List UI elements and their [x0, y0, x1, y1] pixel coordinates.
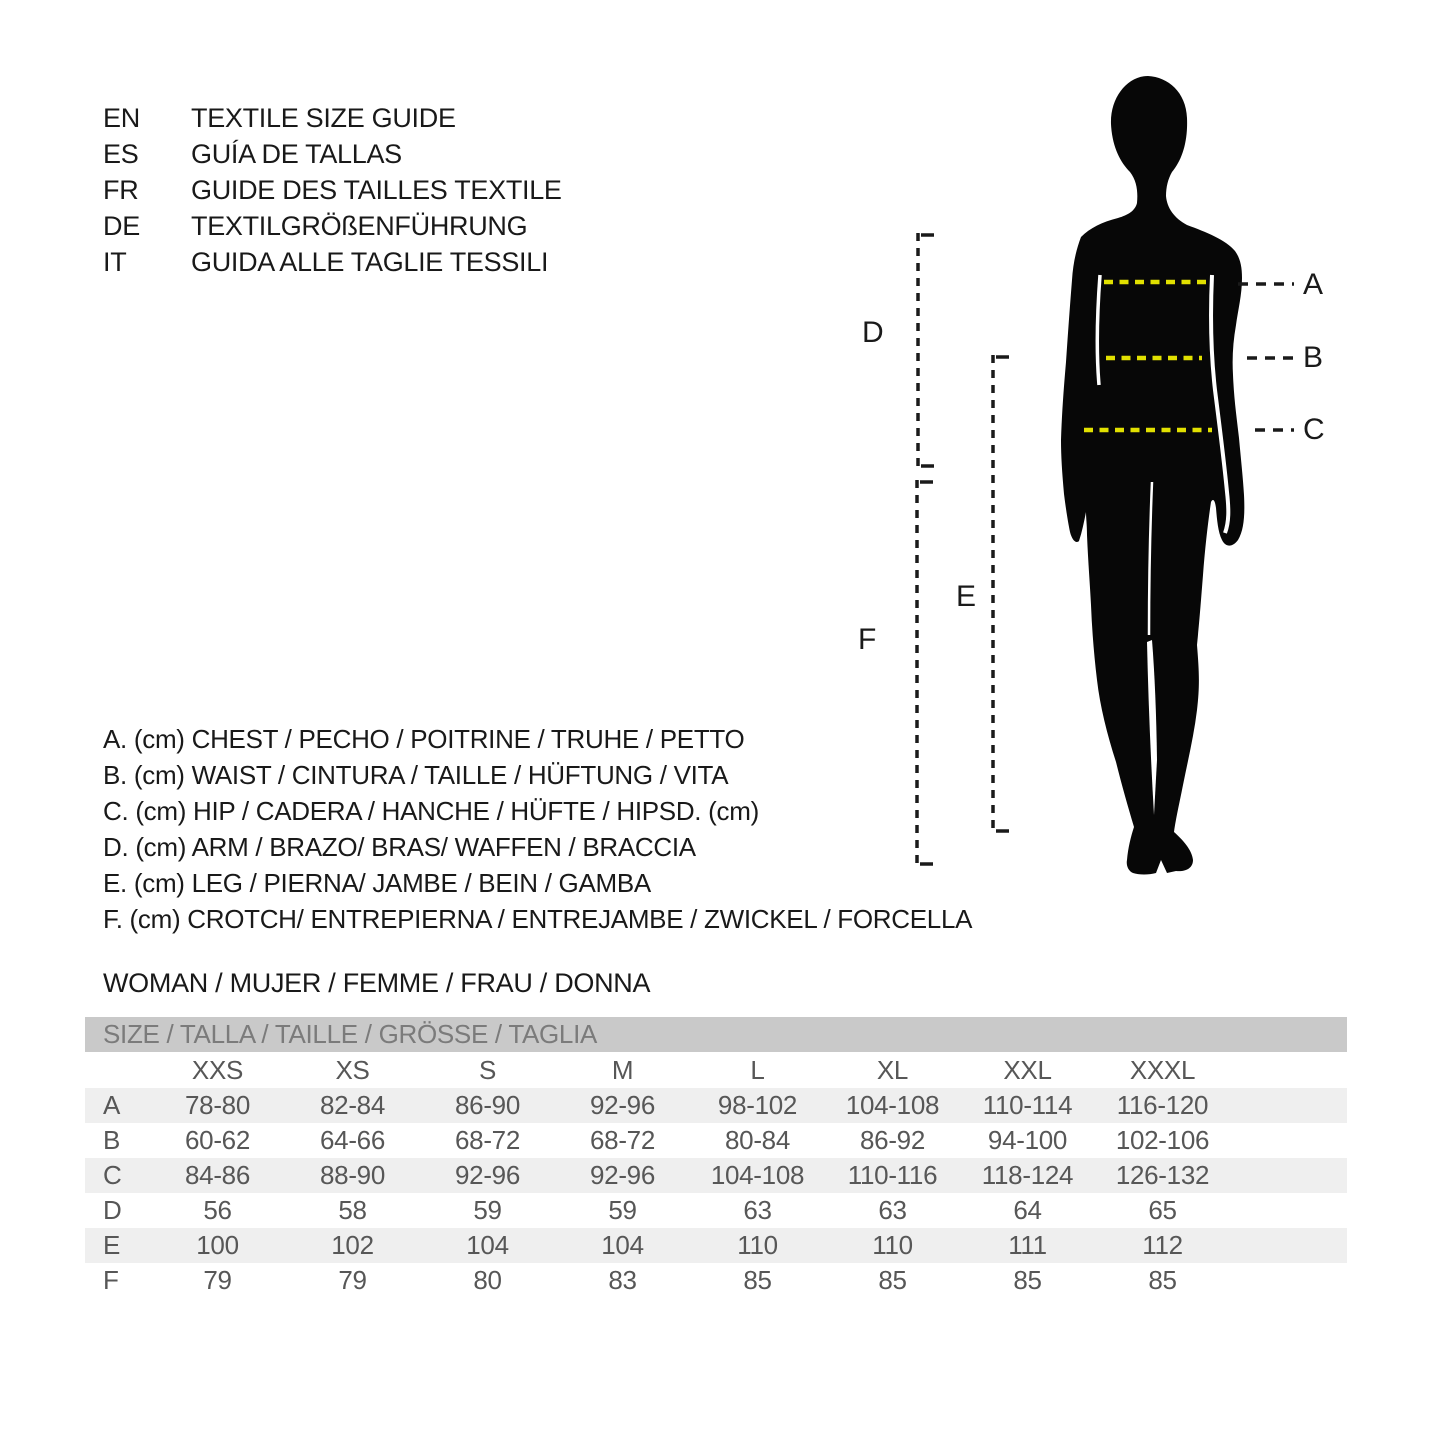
table-cell: 79: [203, 1265, 232, 1295]
language-row: [103, 100, 562, 136]
language-row: [103, 244, 562, 280]
table-cell: 118-124: [981, 1160, 1074, 1190]
table-cell: 84-86: [185, 1160, 250, 1190]
table-cell: 65: [1148, 1195, 1177, 1225]
table-row: [85, 1193, 1347, 1228]
language-title: GUÍA DE TALLAS: [191, 139, 402, 169]
table-cell: 78-80: [185, 1090, 250, 1120]
table-cell: 104: [601, 1230, 644, 1260]
table-cell: 92-96: [590, 1160, 655, 1190]
size-header-row: [85, 1052, 1347, 1088]
language-row: [103, 136, 562, 172]
table-cell: 110-114: [982, 1090, 1073, 1120]
language-code: EN: [103, 103, 140, 133]
table-cell: 104-108: [710, 1160, 805, 1190]
measurement-legend-line: C. (cm) HIP / CADERA / HANCHE / HÜFTE / HIPSD. (cm): [103, 796, 759, 826]
language-code: ES: [103, 139, 139, 169]
table-cell: 83: [608, 1265, 637, 1295]
label-chest: A: [1303, 268, 1324, 301]
table-cell: 111: [1008, 1230, 1047, 1260]
size-table-header: SIZE / TALLA / TAILLE / GRÖSSE / TAGLIA: [85, 1017, 1347, 1052]
table-cell: 63: [878, 1195, 907, 1225]
size-table: [85, 1017, 1347, 1298]
table-cell: 56: [203, 1195, 232, 1225]
measurement-legend: [103, 721, 972, 937]
table-cell: 64-66: [320, 1125, 385, 1155]
table-cell: 98-102: [717, 1090, 798, 1120]
table-row: [85, 1123, 1347, 1158]
table-cell: 85: [1013, 1265, 1042, 1295]
measurement-legend-line: A. (cm) CHEST / PECHO / POITRINE / TRUHE / PETTO: [103, 724, 745, 754]
language-code: IT: [103, 247, 127, 277]
row-label: B: [103, 1125, 121, 1155]
table-cell: 85: [1148, 1265, 1177, 1295]
table-cell: 104: [466, 1230, 509, 1260]
table-cell: 60-62: [185, 1125, 250, 1155]
table-cell: 58: [338, 1195, 367, 1225]
table-cell: 68-72: [590, 1125, 655, 1155]
size-table-body: [85, 1052, 1347, 1298]
table-cell: 85: [743, 1265, 772, 1295]
table-cell: 100: [196, 1230, 239, 1260]
table-cell: 86-90: [455, 1090, 520, 1120]
size-column-label: XS: [335, 1054, 370, 1085]
table-cell: 64: [1013, 1195, 1042, 1225]
language-title: GUIDA ALLE TAGLIE TESSILI: [191, 247, 549, 277]
table-cell: 59: [473, 1195, 502, 1225]
table-cell: 80: [473, 1265, 502, 1295]
table-cell: 104-108: [845, 1090, 940, 1120]
table-cell: 102-106: [1115, 1125, 1210, 1155]
label-crotch: F: [858, 623, 877, 656]
table-cell: 110: [737, 1230, 778, 1260]
language-row: [103, 172, 562, 208]
table-cell: 80-84: [725, 1125, 790, 1155]
label-hip: C: [1303, 413, 1325, 446]
table-row: [85, 1263, 1347, 1298]
label-leg: E: [956, 580, 977, 613]
table-cell: 92-96: [590, 1090, 655, 1120]
row-label: D: [103, 1195, 122, 1225]
table-cell: 110: [872, 1230, 913, 1260]
table-cell: 110-116: [847, 1160, 938, 1190]
measurement-legend-line: E. (cm) LEG / PIERNA/ JAMBE / BEIN / GAMBA: [103, 868, 651, 898]
size-column-label: XL: [876, 1054, 909, 1085]
language-code: FR: [103, 175, 139, 205]
table-cell: 88-90: [320, 1160, 385, 1190]
gender-heading: WOMAN / MUJER / FEMME / FRAU / DONNA: [103, 968, 651, 998]
table-cell: 94-100: [987, 1125, 1068, 1155]
table-cell: 82-84: [320, 1090, 385, 1120]
language-title: TEXTILGRÖßENFÜHRUNG: [191, 211, 528, 241]
size-column-label: XXXL: [1129, 1054, 1196, 1085]
table-row: [85, 1158, 1347, 1193]
table-cell: 68-72: [455, 1125, 520, 1155]
language-code: DE: [103, 211, 140, 241]
measurement-legend-line: F. (cm) CROTCH/ ENTREPIERNA / ENTREJAMBE / ZWICKEL / FORCELLA: [103, 904, 973, 934]
size-column-label: XXS: [191, 1054, 244, 1085]
table-cell: 112: [1142, 1230, 1183, 1260]
row-label: C: [103, 1160, 122, 1190]
measurement-legend-line: D. (cm) ARM / BRAZO/ BRAS/ WAFFEN / BRACCIA: [103, 832, 696, 862]
measurement-legend-line: B. (cm) WAIST / CINTURA / TAILLE / HÜFTUNG / VITA: [103, 760, 729, 790]
table-row: [85, 1088, 1347, 1123]
table-cell: 102: [331, 1230, 374, 1260]
size-column-label: S: [478, 1054, 497, 1085]
row-label: E: [103, 1230, 121, 1260]
table-cell: 92-96: [455, 1160, 520, 1190]
table-row: [85, 1228, 1347, 1263]
table-cell: 59: [608, 1195, 637, 1225]
table-cell: 85: [878, 1265, 907, 1295]
label-arm: D: [862, 316, 884, 349]
size-column-label: L: [750, 1054, 765, 1085]
row-label: A: [103, 1090, 121, 1120]
language-title-block: [103, 100, 562, 280]
label-waist: B: [1303, 341, 1324, 374]
table-cell: 116-120: [1116, 1090, 1209, 1120]
language-title: TEXTILE SIZE GUIDE: [191, 103, 456, 133]
table-cell: 63: [743, 1195, 772, 1225]
table-cell: 126-132: [1115, 1160, 1210, 1190]
language-row: [103, 208, 562, 244]
table-cell: 79: [338, 1265, 367, 1295]
table-cell: 86-92: [860, 1125, 925, 1155]
language-title: GUIDE DES TAILLES TEXTILE: [191, 175, 562, 205]
size-column-label: M: [611, 1054, 634, 1085]
size-column-label: XXL: [1003, 1054, 1052, 1085]
row-label: F: [103, 1265, 119, 1295]
